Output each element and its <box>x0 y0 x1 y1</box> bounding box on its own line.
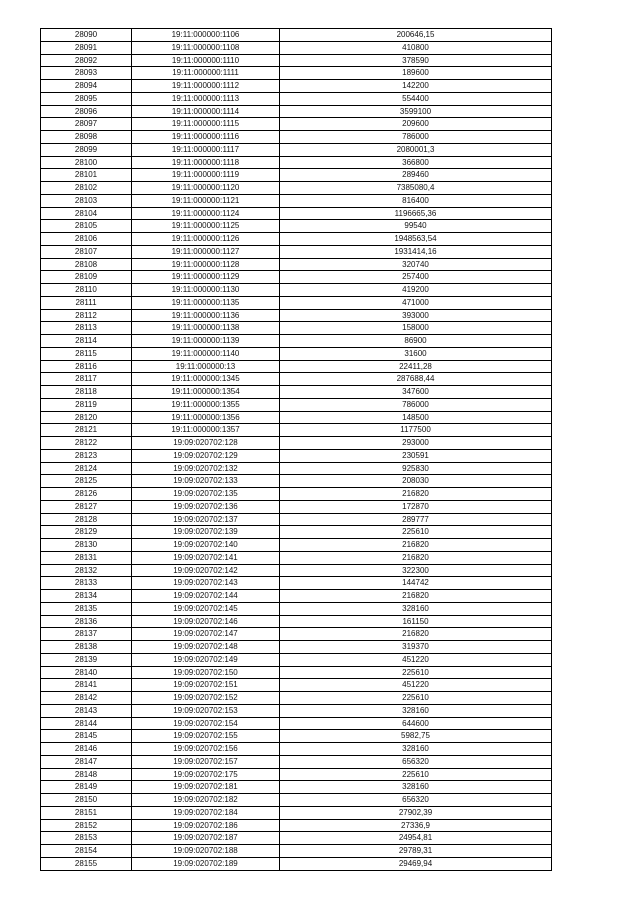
row-number-cell: 28112 <box>41 309 132 322</box>
row-number-cell: 28114 <box>41 335 132 348</box>
row-number-cell: 28099 <box>41 143 132 156</box>
row-number-cell: 28094 <box>41 80 132 93</box>
cadastral-number-cell: 19:11:000000:1106 <box>132 29 280 42</box>
cadastral-number-cell: 19:11:000000:1135 <box>132 296 280 309</box>
row-number-cell: 28130 <box>41 539 132 552</box>
cadastral-number-cell: 19:09:020702:155 <box>132 730 280 743</box>
table-row <box>41 615 552 628</box>
cadastral-number-cell: 19:11:000000:1108 <box>132 41 280 54</box>
row-number-cell: 28120 <box>41 411 132 424</box>
cadastral-value-cell: 656320 <box>280 794 552 807</box>
row-number-cell: 28091 <box>41 41 132 54</box>
cadastral-value-cell: 328160 <box>280 781 552 794</box>
table-row <box>41 857 552 870</box>
cadastral-value-cell: 2080001,3 <box>280 143 552 156</box>
table-row <box>41 373 552 386</box>
cadastral-number-cell: 19:09:020702:156 <box>132 743 280 756</box>
cadastral-number-cell: 19:09:020702:129 <box>132 449 280 462</box>
cadastral-number-cell: 19:09:020702:152 <box>132 692 280 705</box>
cadastral-value-cell: 786000 <box>280 131 552 144</box>
cadastral-value-cell: 393000 <box>280 309 552 322</box>
cadastral-number-cell: 19:09:020702:189 <box>132 857 280 870</box>
cadastral-number-cell: 19:09:020702:175 <box>132 768 280 781</box>
row-number-cell: 28102 <box>41 182 132 195</box>
cadastral-value-cell: 366800 <box>280 156 552 169</box>
table-row <box>41 398 552 411</box>
cadastral-number-cell: 19:09:020702:153 <box>132 704 280 717</box>
cadastral-number-cell: 19:09:020702:148 <box>132 641 280 654</box>
row-number-cell: 28118 <box>41 386 132 399</box>
row-number-cell: 28124 <box>41 462 132 475</box>
cadastral-number-cell: 19:09:020702:188 <box>132 845 280 858</box>
cadastral-number-cell: 19:09:020702:186 <box>132 819 280 832</box>
table-row <box>41 845 552 858</box>
cadastral-value-cell: 471000 <box>280 296 552 309</box>
table-body <box>41 29 552 871</box>
cadastral-number-cell: 19:09:020702:132 <box>132 462 280 475</box>
cadastral-value-cell: 216820 <box>280 488 552 501</box>
cadastral-number-cell: 19:11:000000:1111 <box>132 67 280 80</box>
cadastral-number-cell: 19:11:000000:1124 <box>132 207 280 220</box>
cadastral-value-cell: 200646,15 <box>280 29 552 42</box>
row-number-cell: 28146 <box>41 743 132 756</box>
row-number-cell: 28150 <box>41 794 132 807</box>
row-number-cell: 28109 <box>41 271 132 284</box>
cadastral-number-cell: 19:11:000000:1115 <box>132 118 280 131</box>
cadastral-number-cell: 19:09:020702:184 <box>132 806 280 819</box>
row-number-cell: 28096 <box>41 105 132 118</box>
cadastral-value-cell: 29469,94 <box>280 857 552 870</box>
cadastral-number-cell: 19:11:000000:1117 <box>132 143 280 156</box>
row-number-cell: 28132 <box>41 564 132 577</box>
table-row <box>41 449 552 462</box>
table-row <box>41 755 552 768</box>
cadastral-value-cell: 144742 <box>280 577 552 590</box>
cadastral-value-cell: 189600 <box>280 67 552 80</box>
table-row <box>41 54 552 67</box>
table-row <box>41 437 552 450</box>
table-row <box>41 245 552 258</box>
cadastral-number-cell: 19:11:000000:1354 <box>132 386 280 399</box>
cadastral-number-cell: 19:09:020702:137 <box>132 513 280 526</box>
table-row <box>41 717 552 730</box>
row-number-cell: 28142 <box>41 692 132 705</box>
row-number-cell: 28140 <box>41 666 132 679</box>
cadastral-number-cell: 19:09:020702:140 <box>132 539 280 552</box>
cadastral-value-cell: 925830 <box>280 462 552 475</box>
table-row <box>41 118 552 131</box>
table-row <box>41 743 552 756</box>
table-row <box>41 296 552 309</box>
row-number-cell: 28093 <box>41 67 132 80</box>
cadastral-value-cell: 86900 <box>280 335 552 348</box>
cadastral-number-cell: 19:11:000000:1357 <box>132 424 280 437</box>
cadastral-number-cell: 19:09:020702:133 <box>132 475 280 488</box>
cadastral-number-cell: 19:11:000000:1119 <box>132 169 280 182</box>
cadastral-value-cell: 142200 <box>280 80 552 93</box>
cadastral-number-cell: 19:09:020702:142 <box>132 564 280 577</box>
table-row <box>41 233 552 246</box>
table-row <box>41 271 552 284</box>
table-row <box>41 806 552 819</box>
cadastral-number-cell: 19:11:000000:1127 <box>132 245 280 258</box>
row-number-cell: 28104 <box>41 207 132 220</box>
table-row <box>41 335 552 348</box>
row-number-cell: 28125 <box>41 475 132 488</box>
cadastral-value-cell: 3599100 <box>280 105 552 118</box>
table-row <box>41 590 552 603</box>
row-number-cell: 28153 <box>41 832 132 845</box>
cadastral-number-cell: 19:11:000000:1114 <box>132 105 280 118</box>
cadastral-value-cell: 148500 <box>280 411 552 424</box>
cadastral-value-cell: 5982,75 <box>280 730 552 743</box>
row-number-cell: 28110 <box>41 284 132 297</box>
row-number-cell: 28119 <box>41 398 132 411</box>
cadastral-number-cell: 19:09:020702:145 <box>132 602 280 615</box>
table-row <box>41 628 552 641</box>
cadastral-value-cell: 225610 <box>280 526 552 539</box>
cadastral-number-cell: 19:11:000000:1355 <box>132 398 280 411</box>
cadastral-value-cell: 410800 <box>280 41 552 54</box>
row-number-cell: 28149 <box>41 781 132 794</box>
cadastral-value-cell: 172870 <box>280 500 552 513</box>
table-row <box>41 194 552 207</box>
row-number-cell: 28111 <box>41 296 132 309</box>
cadastral-number-cell: 19:11:000000:1356 <box>132 411 280 424</box>
row-number-cell: 28092 <box>41 54 132 67</box>
cadastral-value-cell: 644600 <box>280 717 552 730</box>
cadastral-value-cell: 554400 <box>280 92 552 105</box>
cadastral-value-cell: 328160 <box>280 743 552 756</box>
row-number-cell: 28122 <box>41 437 132 450</box>
cadastral-number-cell: 19:11:000000:1125 <box>132 220 280 233</box>
row-number-cell: 28143 <box>41 704 132 717</box>
table-row <box>41 692 552 705</box>
row-number-cell: 28133 <box>41 577 132 590</box>
row-number-cell: 28127 <box>41 500 132 513</box>
cadastral-number-cell: 19:11:000000:1113 <box>132 92 280 105</box>
cadastral-value-cell: 7385080,4 <box>280 182 552 195</box>
table-row <box>41 564 552 577</box>
table-row <box>41 819 552 832</box>
cadastral-number-cell: 19:11:000000:13 <box>132 360 280 373</box>
row-number-cell: 28121 <box>41 424 132 437</box>
table-row <box>41 169 552 182</box>
table-row <box>41 105 552 118</box>
row-number-cell: 28155 <box>41 857 132 870</box>
row-number-cell: 28144 <box>41 717 132 730</box>
cadastral-value-cell: 1196665,36 <box>280 207 552 220</box>
cadastral-number-cell: 19:11:000000:1138 <box>132 322 280 335</box>
table-row <box>41 322 552 335</box>
row-number-cell: 28100 <box>41 156 132 169</box>
row-number-cell: 28128 <box>41 513 132 526</box>
row-number-cell: 28138 <box>41 641 132 654</box>
cadastral-value-cell: 31600 <box>280 347 552 360</box>
cadastral-value-cell: 328160 <box>280 704 552 717</box>
cadastral-value-cell: 27902,39 <box>280 806 552 819</box>
row-number-cell: 28129 <box>41 526 132 539</box>
table-row <box>41 258 552 271</box>
cadastral-value-cell: 378590 <box>280 54 552 67</box>
row-number-cell: 28126 <box>41 488 132 501</box>
cadastral-value-cell: 209600 <box>280 118 552 131</box>
cadastral-value-cell: 208030 <box>280 475 552 488</box>
row-number-cell: 28131 <box>41 551 132 564</box>
cadastral-value-cell: 216820 <box>280 551 552 564</box>
cadastral-number-cell: 19:11:000000:1130 <box>132 284 280 297</box>
cadastral-value-cell: 347600 <box>280 386 552 399</box>
cadastral-number-cell: 19:09:020702:147 <box>132 628 280 641</box>
cadastral-number-cell: 19:09:020702:151 <box>132 679 280 692</box>
cadastral-number-cell: 19:11:000000:1129 <box>132 271 280 284</box>
cadastral-number-cell: 19:11:000000:1110 <box>132 54 280 67</box>
table-row <box>41 730 552 743</box>
cadastral-number-cell: 19:09:020702:128 <box>132 437 280 450</box>
cadastral-number-cell: 19:11:000000:1121 <box>132 194 280 207</box>
row-number-cell: 28116 <box>41 360 132 373</box>
table-row <box>41 360 552 373</box>
row-number-cell: 28097 <box>41 118 132 131</box>
table-row <box>41 781 552 794</box>
table-row <box>41 832 552 845</box>
table-row <box>41 577 552 590</box>
table-row <box>41 704 552 717</box>
row-number-cell: 28113 <box>41 322 132 335</box>
row-number-cell: 28136 <box>41 615 132 628</box>
table-row <box>41 309 552 322</box>
cadastral-number-cell: 19:09:020702:143 <box>132 577 280 590</box>
table-row <box>41 513 552 526</box>
cadastral-number-cell: 19:09:020702:141 <box>132 551 280 564</box>
table-row <box>41 284 552 297</box>
table-row <box>41 526 552 539</box>
cadastral-value-cell: 216820 <box>280 539 552 552</box>
cadastral-number-cell: 19:09:020702:139 <box>132 526 280 539</box>
cadastral-value-cell: 419200 <box>280 284 552 297</box>
row-number-cell: 28137 <box>41 628 132 641</box>
cadastral-number-cell: 19:11:000000:1118 <box>132 156 280 169</box>
cadastral-value-cell: 293000 <box>280 437 552 450</box>
cadastral-number-cell: 19:09:020702:144 <box>132 590 280 603</box>
row-number-cell: 28141 <box>41 679 132 692</box>
cadastral-value-cell: 816400 <box>280 194 552 207</box>
row-number-cell: 28154 <box>41 845 132 858</box>
row-number-cell: 28095 <box>41 92 132 105</box>
row-number-cell: 28123 <box>41 449 132 462</box>
cadastral-number-cell: 19:09:020702:149 <box>132 653 280 666</box>
row-number-cell: 28148 <box>41 768 132 781</box>
cadastral-value-cell: 22411,28 <box>280 360 552 373</box>
cadastral-value-cell: 24954,81 <box>280 832 552 845</box>
cadastral-number-cell: 19:11:000000:1128 <box>132 258 280 271</box>
cadastral-value-cell: 161150 <box>280 615 552 628</box>
cadastral-value-cell: 225610 <box>280 666 552 679</box>
table-row <box>41 411 552 424</box>
table-row <box>41 424 552 437</box>
row-number-cell: 28106 <box>41 233 132 246</box>
cadastral-value-cell: 289777 <box>280 513 552 526</box>
table-row <box>41 488 552 501</box>
cadastral-number-cell: 19:09:020702:157 <box>132 755 280 768</box>
table-row <box>41 182 552 195</box>
row-number-cell: 28117 <box>41 373 132 386</box>
table-row <box>41 475 552 488</box>
row-number-cell: 28090 <box>41 29 132 42</box>
table-row <box>41 41 552 54</box>
cadastral-number-cell: 19:11:000000:1136 <box>132 309 280 322</box>
row-number-cell: 28151 <box>41 806 132 819</box>
table-row <box>41 666 552 679</box>
table-row <box>41 143 552 156</box>
table-row <box>41 220 552 233</box>
cadastral-number-cell: 19:11:000000:1126 <box>132 233 280 246</box>
table-row <box>41 679 552 692</box>
table-row <box>41 794 552 807</box>
row-number-cell: 28152 <box>41 819 132 832</box>
cadastral-value-cell: 29789,31 <box>280 845 552 858</box>
cadastral-number-cell: 19:09:020702:187 <box>132 832 280 845</box>
cadastral-value-cell: 216820 <box>280 628 552 641</box>
row-number-cell: 28139 <box>41 653 132 666</box>
table-row <box>41 29 552 42</box>
table-row <box>41 80 552 93</box>
cadastral-value-cell: 257400 <box>280 271 552 284</box>
cadastral-value-cell: 1177500 <box>280 424 552 437</box>
cadastral-value-cell: 320740 <box>280 258 552 271</box>
cadastral-number-cell: 19:09:020702:150 <box>132 666 280 679</box>
cadastral-value-cell: 27336,9 <box>280 819 552 832</box>
table-row <box>41 92 552 105</box>
cadastral-value-table <box>40 28 552 871</box>
cadastral-number-cell: 19:11:000000:1120 <box>132 182 280 195</box>
cadastral-number-cell: 19:09:020702:135 <box>132 488 280 501</box>
row-number-cell: 28147 <box>41 755 132 768</box>
cadastral-number-cell: 19:11:000000:1345 <box>132 373 280 386</box>
cadastral-value-cell: 225610 <box>280 768 552 781</box>
row-number-cell: 28103 <box>41 194 132 207</box>
row-number-cell: 28107 <box>41 245 132 258</box>
cadastral-value-cell: 322300 <box>280 564 552 577</box>
table-row <box>41 539 552 552</box>
cadastral-value-cell: 1931414,16 <box>280 245 552 258</box>
cadastral-value-cell: 656320 <box>280 755 552 768</box>
cadastral-number-cell: 19:09:020702:181 <box>132 781 280 794</box>
cadastral-number-cell: 19:11:000000:1140 <box>132 347 280 360</box>
row-number-cell: 28098 <box>41 131 132 144</box>
cadastral-value-cell: 287688,44 <box>280 373 552 386</box>
cadastral-number-cell: 19:09:020702:182 <box>132 794 280 807</box>
cadastral-value-cell: 158000 <box>280 322 552 335</box>
table-row <box>41 347 552 360</box>
row-number-cell: 28135 <box>41 602 132 615</box>
cadastral-number-cell: 19:11:000000:1139 <box>132 335 280 348</box>
cadastral-value-cell: 289460 <box>280 169 552 182</box>
cadastral-value-cell: 319370 <box>280 641 552 654</box>
table-row <box>41 653 552 666</box>
row-number-cell: 28145 <box>41 730 132 743</box>
cadastral-value-cell: 99540 <box>280 220 552 233</box>
cadastral-number-cell: 19:11:000000:1116 <box>132 131 280 144</box>
cadastral-number-cell: 19:09:020702:146 <box>132 615 280 628</box>
table-row <box>41 462 552 475</box>
cadastral-number-cell: 19:09:020702:136 <box>132 500 280 513</box>
cadastral-value-cell: 225610 <box>280 692 552 705</box>
row-number-cell: 28101 <box>41 169 132 182</box>
cadastral-value-cell: 216820 <box>280 590 552 603</box>
table-row <box>41 551 552 564</box>
table-row <box>41 131 552 144</box>
cadastral-value-cell: 230591 <box>280 449 552 462</box>
row-number-cell: 28108 <box>41 258 132 271</box>
cadastral-number-cell: 19:09:020702:154 <box>132 717 280 730</box>
cadastral-value-cell: 451220 <box>280 679 552 692</box>
table-row <box>41 207 552 220</box>
cadastral-number-cell: 19:11:000000:1112 <box>132 80 280 93</box>
cadastral-value-cell: 1948563,54 <box>280 233 552 246</box>
table-row <box>41 386 552 399</box>
row-number-cell: 28134 <box>41 590 132 603</box>
row-number-cell: 28115 <box>41 347 132 360</box>
table-row <box>41 156 552 169</box>
table-row <box>41 641 552 654</box>
cadastral-value-cell: 451220 <box>280 653 552 666</box>
cadastral-value-cell: 328160 <box>280 602 552 615</box>
table-row <box>41 602 552 615</box>
table-row <box>41 768 552 781</box>
cadastral-value-cell: 786000 <box>280 398 552 411</box>
row-number-cell: 28105 <box>41 220 132 233</box>
table-row <box>41 500 552 513</box>
table-row <box>41 67 552 80</box>
